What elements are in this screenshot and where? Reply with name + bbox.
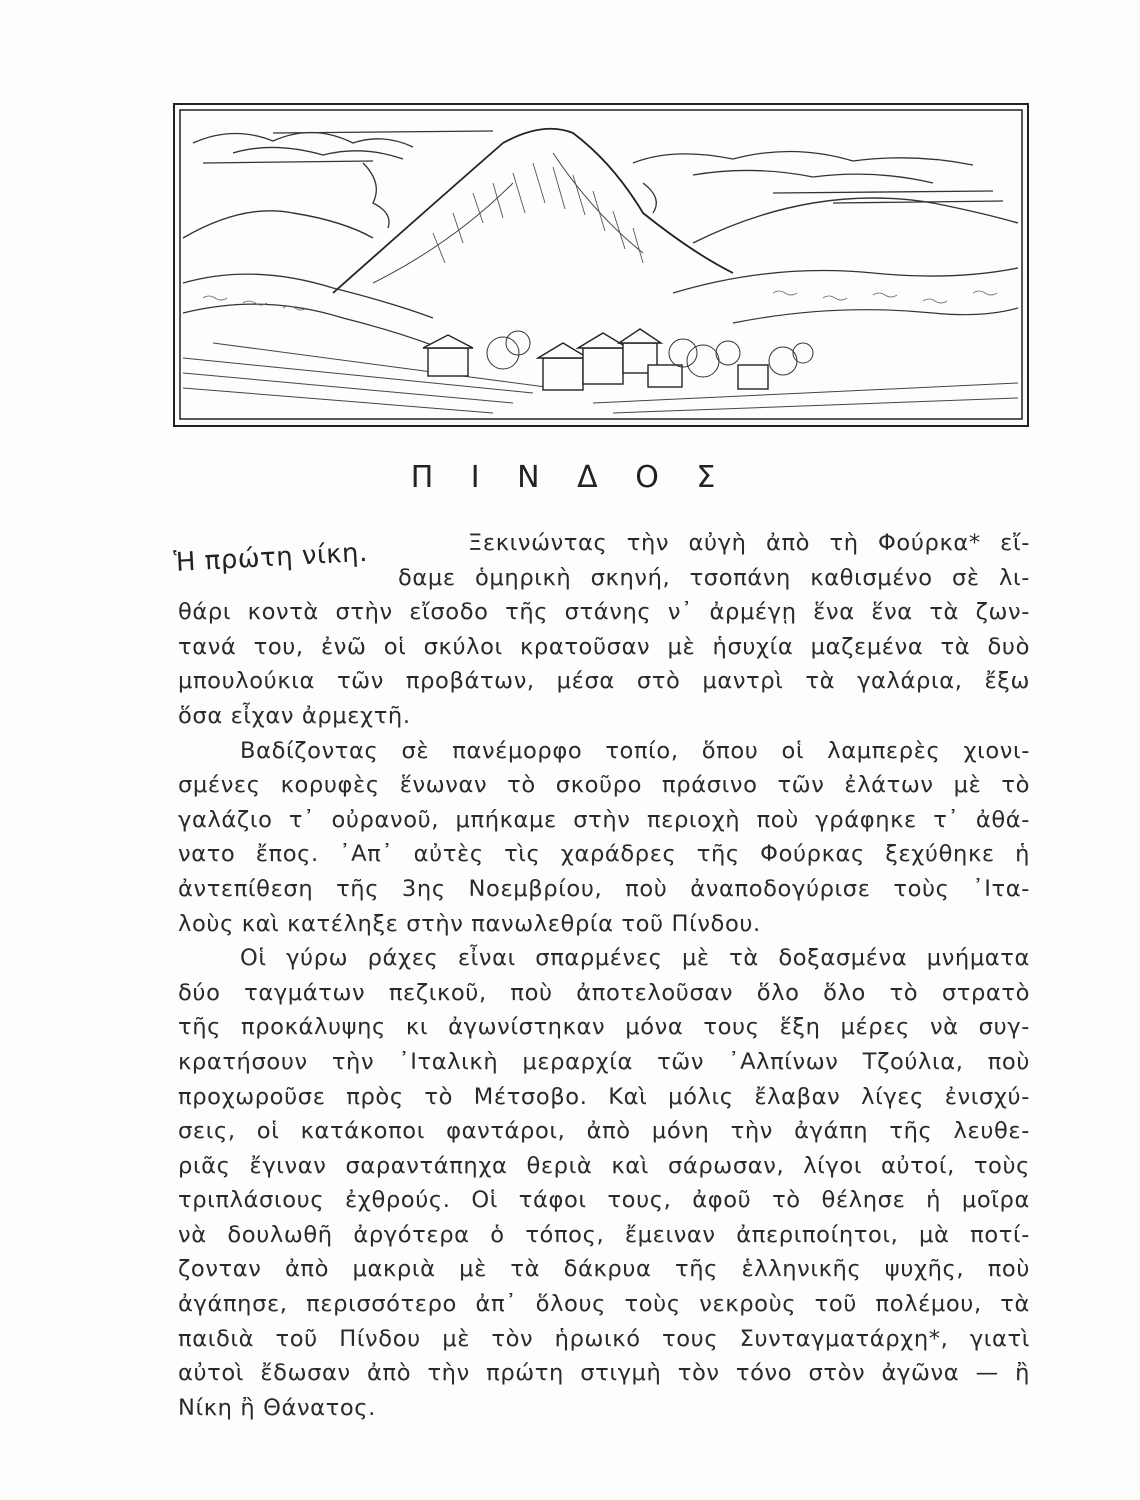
text-line: Ξεκινώντας τὴν αὐγὴ ἀπὸ τὴ Φούρκα* εἴ- xyxy=(468,530,1030,556)
text-line: λοὺς καὶ κατέληξε στὴν πανωλεθρία τοῦ Πίνδου. xyxy=(178,910,761,937)
text-line: μπουλούκια τῶν προβάτων, μέσα στὸ μαντρὶ τὰ γαλάρια, ἔξω xyxy=(178,668,1030,695)
mountain-village-illustration xyxy=(173,103,1029,427)
page-title: Π Ι Ν Δ Ο Σ xyxy=(410,460,730,495)
text-line: Νίκη ἢ Θάνατος. xyxy=(178,1394,376,1421)
text-line: παιδιὰ τοῦ Πίνδου μὲ τὸν ἡρωικό τους Συνταγματάρχη*, γιατὶ xyxy=(178,1325,1030,1352)
text-line: ἀντεπίθεση τῆς 3ης Νοεμβρίου, ποὺ ἀναποδογύρισε τοὺς ᾿Ιτα- xyxy=(178,875,1030,902)
body-text xyxy=(178,526,1030,1425)
text-line: αὐτοὶ ἔδωσαν ἀπὸ τὴν πρώτη στιγμὴ τὸν τόνο στὸν ἀγῶνα — ἢ xyxy=(178,1360,1030,1387)
text-line: Βαδίζοντας σὲ πανέμορφο τοπίο, ὅπου οἱ λαμπερὲς χιονι- xyxy=(240,737,1030,764)
text-line: ζονταν ἀπὸ μακριὰ μὲ τὰ δάκρυα τῆς ἑλληνικῆς ψυχῆς, ποὺ xyxy=(178,1256,1030,1283)
text-line: σεις, οἱ κατάκοποι φαντάροι, ἀπὸ μόνη τὴν ἀγάπη τῆς λευθε- xyxy=(178,1118,1030,1145)
mountain-village-engraving-icon xyxy=(173,103,1029,427)
text-line: κρατήσουν τὴν ᾿Ιταλικὴ μεραρχία τῶν ᾿Αλπίνων Τζούλια, ποὺ xyxy=(178,1048,1030,1075)
text-line: τῆς προκάλυψης κι ἀγωνίστηκαν μόνα τους ἕξη μέρες νὰ συγ- xyxy=(178,1014,1030,1041)
text-line: θάρι κοντὰ στὴν εἴσοδο τῆς στάνης ν᾿ ἀρμέγῃ ἕνα ἕνα τὰ ζων- xyxy=(178,599,1030,626)
text-line: Οἱ γύρω ράχες εἶναι σπαρμένες μὲ τὰ δοξασμένα μνήματα xyxy=(240,945,1030,972)
text-line: ἀγάπησε, περισσότερο ἀπ᾿ ὅλους τοὺς νεκροὺς τοῦ πολέμου, τὰ xyxy=(178,1291,1030,1318)
text-line: προχωροῦσε πρὸς τὸ Μέτσοβο. Καὶ μόλις ἔλαβαν λίγες ἐνισχύ- xyxy=(178,1083,1030,1110)
text-line: ριᾶς ἔγιναν σαραντάπηχα θεριὰ καὶ σάρωσαν, λίγοι αὐτοί, τοὺς xyxy=(178,1152,1030,1179)
text-line: σμένες κορυφὲς ἕνωναν τὸ σκοῦρο πράσινο τῶν ἐλάτων μὲ τὸ xyxy=(178,772,1030,799)
text-line: δύο ταγμάτων πεζικοῦ, ποὺ ἀποτελοῦσαν ὅλο ὅλο τὸ στρατὸ xyxy=(178,979,1030,1006)
text-line: τανά του, ἐνῶ οἱ σκύλοι κρατοῦσαν μὲ ἡσυχία μαζεμένα τὰ δυὸ xyxy=(178,633,1030,660)
text-line: ὅσα εἶχαν ἀρμεχτῆ. xyxy=(178,702,411,729)
side-heading: Ἡ πρώτη νίκη. xyxy=(173,537,369,578)
text-line: νὰ δουλωθῆ ἀργότερα ὁ τόπος, ἔμειναν ἀπεριποίητοι, μὰ ποτί- xyxy=(178,1221,1030,1248)
text-line: τριπλάσιους ἐχθρούς. Οἱ τάφοι τους, ἀφοῦ τὸ θέλησε ἡ μοῖρα xyxy=(178,1187,1030,1214)
text-line: δαμε ὁμηρικὴ σκηνή, τσοπάνη καθισμένο σὲ λι- xyxy=(398,564,1030,591)
text-line: νατο ἔπος. ᾿Απ᾿ αὐτὲς τὶς χαράδρες τῆς Φούρκας ξεχύθηκε ἡ xyxy=(178,841,1030,868)
text-line: γαλάζιο τ᾿ οὐρανοῦ, μπήκαμε στὴν περιοχὴ ποὺ γράφηκε τ᾿ ἀθά- xyxy=(178,806,1030,833)
